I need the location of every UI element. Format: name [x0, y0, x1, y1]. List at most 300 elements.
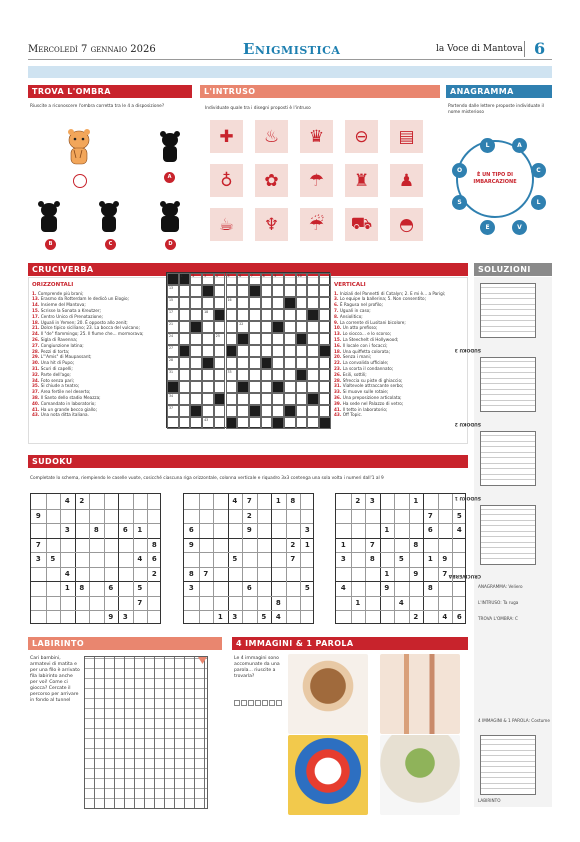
sudoku-empty-cell[interactable]: [438, 523, 453, 538]
crossword-cell[interactable]: [226, 297, 238, 309]
sudoku-grid-3[interactable]: [335, 493, 466, 624]
sudoku-empty-cell[interactable]: [46, 494, 61, 509]
sudoku-empty-cell[interactable]: [89, 552, 104, 567]
sudoku-empty-cell[interactable]: [242, 538, 257, 553]
sudoku-empty-cell[interactable]: [184, 596, 199, 611]
crossword-cell[interactable]: [249, 333, 261, 345]
sudoku-empty-cell[interactable]: [228, 567, 243, 582]
crossword-cell[interactable]: [226, 357, 238, 369]
sudoku-empty-cell[interactable]: [60, 552, 75, 567]
crossword-cell[interactable]: [249, 393, 261, 405]
crossword-cell[interactable]: [202, 273, 214, 285]
crossword-cell[interactable]: [214, 381, 226, 393]
sudoku-empty-cell[interactable]: [133, 509, 148, 524]
crossword-cell[interactable]: [237, 285, 249, 297]
option-d-badge[interactable]: D: [165, 239, 176, 250]
sudoku-empty-cell[interactable]: [351, 581, 366, 596]
sudoku-empty-cell[interactable]: [104, 552, 119, 567]
crossword-cell[interactable]: [202, 393, 214, 405]
sudoku-empty-cell[interactable]: [336, 494, 351, 509]
crossword-cell[interactable]: [307, 285, 319, 297]
sudoku-empty-cell[interactable]: [118, 552, 133, 567]
crossword-cell[interactable]: [272, 369, 284, 381]
crossword-cell[interactable]: [202, 309, 214, 321]
crossword-cell[interactable]: [296, 357, 308, 369]
crossword-cell[interactable]: [261, 393, 273, 405]
sudoku-empty-cell[interactable]: [257, 509, 272, 524]
sudoku-empty-cell[interactable]: [351, 552, 366, 567]
sudoku-empty-cell[interactable]: [394, 581, 409, 596]
sudoku-empty-cell[interactable]: [199, 610, 214, 625]
crossword-cell[interactable]: [284, 321, 296, 333]
sudoku-empty-cell[interactable]: [147, 596, 162, 611]
sudoku-empty-cell[interactable]: [394, 494, 409, 509]
sudoku-empty-cell[interactable]: [104, 567, 119, 582]
sudoku-empty-cell[interactable]: [257, 523, 272, 538]
crossword-cell[interactable]: [319, 393, 331, 405]
sudoku-empty-cell[interactable]: [104, 509, 119, 524]
answer-letter-box[interactable]: [262, 700, 268, 706]
sudoku-empty-cell[interactable]: [89, 494, 104, 509]
crossword-cell[interactable]: [167, 345, 179, 357]
sudoku-empty-cell[interactable]: [365, 509, 380, 524]
sudoku-empty-cell[interactable]: [423, 494, 438, 509]
crossword-cell[interactable]: [167, 285, 179, 297]
crossword-cell[interactable]: [272, 357, 284, 369]
answer-letter-box[interactable]: [248, 700, 254, 706]
pie-icon[interactable]: ◓: [390, 208, 423, 241]
sudoku-empty-cell[interactable]: [286, 509, 301, 524]
sudoku-empty-cell[interactable]: [257, 538, 272, 553]
crossword-cell[interactable]: [226, 309, 238, 321]
sudoku-empty-cell[interactable]: [286, 610, 301, 625]
sudoku-empty-cell[interactable]: [351, 523, 366, 538]
crossword-cell[interactable]: [249, 345, 261, 357]
crossword-cell[interactable]: [179, 357, 191, 369]
sudoku-empty-cell[interactable]: [409, 552, 424, 567]
sudoku-empty-cell[interactable]: [213, 567, 228, 582]
crossword-cell[interactable]: [296, 273, 308, 285]
sudoku-empty-cell[interactable]: [133, 538, 148, 553]
sudoku-empty-cell[interactable]: [423, 567, 438, 582]
sudoku-empty-cell[interactable]: [89, 596, 104, 611]
crossword-cell[interactable]: [190, 285, 202, 297]
sudoku-empty-cell[interactable]: [394, 567, 409, 582]
sudoku-empty-cell[interactable]: [147, 610, 162, 625]
crossword-cell[interactable]: [214, 369, 226, 381]
crossword-cell[interactable]: [249, 273, 261, 285]
crossword-cell[interactable]: [284, 393, 296, 405]
sudoku-empty-cell[interactable]: [228, 509, 243, 524]
crossword-cell[interactable]: [249, 417, 261, 429]
sudoku-empty-cell[interactable]: [199, 509, 214, 524]
labyrinth[interactable]: [84, 656, 208, 809]
crossword-cell[interactable]: [202, 333, 214, 345]
sudoku-empty-cell[interactable]: [133, 567, 148, 582]
underground-sign-icon[interactable]: ⊖: [345, 120, 378, 153]
crossword-cell[interactable]: [307, 405, 319, 417]
crossword-cell[interactable]: [272, 333, 284, 345]
crossword-cell[interactable]: [272, 393, 284, 405]
crossword-cell[interactable]: [307, 273, 319, 285]
royal-guard-icon[interactable]: ♟: [390, 164, 423, 197]
sudoku-empty-cell[interactable]: [75, 596, 90, 611]
crossword-cell[interactable]: [272, 405, 284, 417]
crossword-cell[interactable]: [261, 405, 273, 417]
crossword-cell[interactable]: [202, 369, 214, 381]
crossword-cell[interactable]: [237, 297, 249, 309]
crossword-cell[interactable]: [261, 309, 273, 321]
crossword-cell[interactable]: [272, 285, 284, 297]
crossword-cell[interactable]: [261, 333, 273, 345]
sudoku-empty-cell[interactable]: [104, 596, 119, 611]
sudoku-empty-cell[interactable]: [46, 509, 61, 524]
sudoku-empty-cell[interactable]: [213, 581, 228, 596]
tower-icon[interactable]: ♜: [345, 164, 378, 197]
crossword-cell[interactable]: [284, 369, 296, 381]
sudoku-empty-cell[interactable]: [199, 552, 214, 567]
crossword-cell[interactable]: [214, 273, 226, 285]
sudoku-empty-cell[interactable]: [438, 581, 453, 596]
crossword-cell[interactable]: [202, 345, 214, 357]
crossword-cell[interactable]: [214, 345, 226, 357]
sudoku-empty-cell[interactable]: [336, 567, 351, 582]
sudoku-empty-cell[interactable]: [351, 567, 366, 582]
sudoku-empty-cell[interactable]: [336, 523, 351, 538]
crossword-cell[interactable]: [319, 297, 331, 309]
sudoku-empty-cell[interactable]: [438, 509, 453, 524]
sudoku-empty-cell[interactable]: [46, 581, 61, 596]
crossword-cell[interactable]: [214, 405, 226, 417]
crossword-cell[interactable]: [296, 309, 308, 321]
crossword-cell[interactable]: [307, 381, 319, 393]
sudoku-empty-cell[interactable]: [271, 509, 286, 524]
crossword-cell[interactable]: [202, 321, 214, 333]
sudoku-empty-cell[interactable]: [228, 596, 243, 611]
crossword-cell[interactable]: [226, 333, 238, 345]
sudoku-empty-cell[interactable]: [104, 538, 119, 553]
crossword-cell[interactable]: [261, 285, 273, 297]
crossword-cell[interactable]: [179, 393, 191, 405]
sudoku-empty-cell[interactable]: [380, 494, 395, 509]
sudoku-empty-cell[interactable]: [271, 581, 286, 596]
sudoku-empty-cell[interactable]: [452, 538, 467, 553]
umbrella-icon[interactable]: ☔: [300, 208, 333, 241]
sudoku-empty-cell[interactable]: [184, 494, 199, 509]
sudoku-empty-cell[interactable]: [199, 538, 214, 553]
union-jack-icon[interactable]: ✚: [210, 120, 243, 153]
sudoku-empty-cell[interactable]: [89, 509, 104, 524]
sudoku-empty-cell[interactable]: [213, 552, 228, 567]
sudoku-empty-cell[interactable]: [257, 596, 272, 611]
crossword-cell[interactable]: [296, 381, 308, 393]
sudoku-empty-cell[interactable]: [380, 509, 395, 524]
crossword-cell[interactable]: [261, 417, 273, 429]
crossword-cell[interactable]: [237, 309, 249, 321]
crossword-cell[interactable]: [296, 405, 308, 417]
sudoku-empty-cell[interactable]: [452, 581, 467, 596]
sudoku-empty-cell[interactable]: [31, 523, 46, 538]
crossword-cell[interactable]: [202, 405, 214, 417]
sudoku-empty-cell[interactable]: [118, 567, 133, 582]
sudoku-empty-cell[interactable]: [228, 581, 243, 596]
crossword-cell[interactable]: [319, 357, 331, 369]
crossword-cell[interactable]: [272, 273, 284, 285]
sudoku-empty-cell[interactable]: [380, 538, 395, 553]
sudoku-empty-cell[interactable]: [365, 596, 380, 611]
crossword-cell[interactable]: [167, 333, 179, 345]
sudoku-empty-cell[interactable]: [89, 567, 104, 582]
crossword-cell[interactable]: [237, 345, 249, 357]
crossword-cell[interactable]: [284, 285, 296, 297]
sudoku-empty-cell[interactable]: [31, 596, 46, 611]
sudoku-empty-cell[interactable]: [380, 596, 395, 611]
crossword-cell[interactable]: [179, 369, 191, 381]
crossword-cell[interactable]: [226, 393, 238, 405]
sudoku-empty-cell[interactable]: [199, 596, 214, 611]
sudoku-empty-cell[interactable]: [351, 538, 366, 553]
option-b-badge[interactable]: B: [45, 239, 56, 250]
crossword-cell[interactable]: [319, 333, 331, 345]
double-decker-bus-icon[interactable]: ▤: [390, 120, 423, 153]
sudoku-empty-cell[interactable]: [271, 567, 286, 582]
street-lamp-icon[interactable]: ♆: [255, 208, 288, 241]
crossword-cell[interactable]: [296, 285, 308, 297]
crossword-cell[interactable]: [261, 297, 273, 309]
sudoku-empty-cell[interactable]: [452, 494, 467, 509]
crossword-cell[interactable]: [296, 345, 308, 357]
crossword-cell[interactable]: [214, 417, 226, 429]
sudoku-empty-cell[interactable]: [438, 538, 453, 553]
sudoku-empty-cell[interactable]: [213, 596, 228, 611]
crossword-cell[interactable]: [307, 369, 319, 381]
crossword-cell[interactable]: [226, 381, 238, 393]
crossword-cell[interactable]: [179, 309, 191, 321]
crossword-cell[interactable]: [190, 297, 202, 309]
option-c-badge[interactable]: C: [105, 239, 116, 250]
sudoku-empty-cell[interactable]: [365, 567, 380, 582]
sudoku-empty-cell[interactable]: [60, 538, 75, 553]
crossword-cell[interactable]: [167, 321, 179, 333]
crossword-cell[interactable]: [237, 417, 249, 429]
crossword-cell[interactable]: [167, 357, 179, 369]
crossword-cell[interactable]: [179, 333, 191, 345]
teapot-icon[interactable]: ♨: [255, 120, 288, 153]
sudoku-empty-cell[interactable]: [409, 581, 424, 596]
crossword-cell[interactable]: [190, 417, 202, 429]
sudoku-empty-cell[interactable]: [133, 610, 148, 625]
sudoku-empty-cell[interactable]: [213, 523, 228, 538]
sudoku-empty-cell[interactable]: [147, 581, 162, 596]
flower-icon[interactable]: ✿: [255, 164, 288, 197]
sudoku-empty-cell[interactable]: [336, 596, 351, 611]
sudoku-empty-cell[interactable]: [75, 523, 90, 538]
sudoku-empty-cell[interactable]: [380, 610, 395, 625]
crossword-cell[interactable]: [190, 369, 202, 381]
crossword-cell[interactable]: [167, 309, 179, 321]
crossword-cell[interactable]: [190, 333, 202, 345]
sudoku-empty-cell[interactable]: [60, 596, 75, 611]
crossword-cell[interactable]: [237, 273, 249, 285]
answer-letter-box[interactable]: [234, 700, 240, 706]
sudoku-empty-cell[interactable]: [438, 494, 453, 509]
sudoku-empty-cell[interactable]: [184, 509, 199, 524]
crossword-cell[interactable]: [167, 297, 179, 309]
sudoku-empty-cell[interactable]: [286, 523, 301, 538]
sudoku-empty-cell[interactable]: [104, 523, 119, 538]
sudoku-empty-cell[interactable]: [213, 494, 228, 509]
sudoku-empty-cell[interactable]: [286, 596, 301, 611]
sudoku-empty-cell[interactable]: [199, 523, 214, 538]
sudoku-empty-cell[interactable]: [452, 567, 467, 582]
sudoku-empty-cell[interactable]: [242, 610, 257, 625]
sudoku-empty-cell[interactable]: [60, 610, 75, 625]
sudoku-empty-cell[interactable]: [147, 509, 162, 524]
crossword-cell[interactable]: [261, 381, 273, 393]
sudoku-empty-cell[interactable]: [242, 596, 257, 611]
sudoku-empty-cell[interactable]: [147, 494, 162, 509]
crossword-cell[interactable]: [190, 381, 202, 393]
tea-cup-icon[interactable]: ☕: [210, 208, 243, 241]
sudoku-empty-cell[interactable]: [365, 610, 380, 625]
crossword-cell[interactable]: [307, 333, 319, 345]
sudoku-empty-cell[interactable]: [31, 581, 46, 596]
crossword-cell[interactable]: [249, 297, 261, 309]
sudoku-empty-cell[interactable]: [409, 509, 424, 524]
sudoku-empty-cell[interactable]: [46, 523, 61, 538]
crossword-cell[interactable]: [167, 369, 179, 381]
crossword-cell[interactable]: [237, 321, 249, 333]
crossword-cell[interactable]: [202, 297, 214, 309]
sudoku-empty-cell[interactable]: [423, 596, 438, 611]
sudoku-empty-cell[interactable]: [118, 538, 133, 553]
sudoku-empty-cell[interactable]: [75, 509, 90, 524]
sudoku-empty-cell[interactable]: [300, 610, 315, 625]
crossword-cell[interactable]: [261, 369, 273, 381]
crossword-cell[interactable]: [179, 381, 191, 393]
sudoku-empty-cell[interactable]: [351, 509, 366, 524]
crossword-cell[interactable]: [284, 345, 296, 357]
crossword-cell[interactable]: [272, 345, 284, 357]
sudoku-empty-cell[interactable]: [46, 596, 61, 611]
crossword-cell[interactable]: [190, 309, 202, 321]
sudoku-empty-cell[interactable]: [394, 523, 409, 538]
sudoku-empty-cell[interactable]: [351, 610, 366, 625]
crossword-cell[interactable]: [214, 285, 226, 297]
answer-letter-box[interactable]: [276, 700, 282, 706]
sudoku-empty-cell[interactable]: [242, 552, 257, 567]
sudoku-empty-cell[interactable]: [213, 538, 228, 553]
sudoku-empty-cell[interactable]: [147, 523, 162, 538]
crossword-cell[interactable]: [179, 285, 191, 297]
crossword-cell[interactable]: [284, 357, 296, 369]
sudoku-empty-cell[interactable]: [409, 596, 424, 611]
sudoku-empty-cell[interactable]: [336, 509, 351, 524]
sudoku-empty-cell[interactable]: [184, 552, 199, 567]
crossword-cell[interactable]: [237, 369, 249, 381]
crossword-cell[interactable]: [319, 309, 331, 321]
crossword-cell[interactable]: [249, 369, 261, 381]
crossword-cell[interactable]: [179, 417, 191, 429]
crossword-cell[interactable]: [249, 321, 261, 333]
option-a-badge[interactable]: A: [164, 172, 175, 183]
sudoku-empty-cell[interactable]: [228, 523, 243, 538]
sudoku-empty-cell[interactable]: [118, 509, 133, 524]
crossword-cell[interactable]: [237, 357, 249, 369]
sudoku-empty-cell[interactable]: [300, 596, 315, 611]
crossword-cell[interactable]: [261, 273, 273, 285]
jug-icon[interactable]: ♁: [210, 164, 243, 197]
sudoku-empty-cell[interactable]: [242, 567, 257, 582]
crossword-cell[interactable]: [319, 405, 331, 417]
crossword-cell[interactable]: [202, 381, 214, 393]
crossword-cell[interactable]: [214, 357, 226, 369]
crossword-cell[interactable]: [319, 285, 331, 297]
sudoku-empty-cell[interactable]: [118, 596, 133, 611]
sudoku-empty-cell[interactable]: [75, 552, 90, 567]
sudoku-empty-cell[interactable]: [257, 567, 272, 582]
sudoku-empty-cell[interactable]: [75, 610, 90, 625]
sudoku-grid-1[interactable]: [30, 493, 161, 624]
crossword-cell[interactable]: [307, 345, 319, 357]
crossword-cell[interactable]: [226, 321, 238, 333]
sudoku-empty-cell[interactable]: [300, 509, 315, 524]
crossword-cell[interactable]: [190, 345, 202, 357]
sudoku-empty-cell[interactable]: [452, 552, 467, 567]
sudoku-empty-cell[interactable]: [118, 494, 133, 509]
crossword-cell[interactable]: [284, 333, 296, 345]
taxi-icon[interactable]: ⛟: [345, 208, 378, 241]
sudoku-empty-cell[interactable]: [257, 494, 272, 509]
sudoku-empty-cell[interactable]: [31, 610, 46, 625]
crown-icon[interactable]: ♛: [300, 120, 333, 153]
crossword-cell[interactable]: [284, 417, 296, 429]
crossword-cell[interactable]: [226, 405, 238, 417]
crossword-cell[interactable]: [226, 369, 238, 381]
sudoku-empty-cell[interactable]: [300, 552, 315, 567]
sudoku-empty-cell[interactable]: [199, 494, 214, 509]
crossword-cell[interactable]: [179, 405, 191, 417]
sudoku-empty-cell[interactable]: [75, 567, 90, 582]
sudoku-empty-cell[interactable]: [271, 552, 286, 567]
crossword-cell[interactable]: [249, 381, 261, 393]
sudoku-empty-cell[interactable]: [133, 494, 148, 509]
sudoku-empty-cell[interactable]: [89, 610, 104, 625]
sudoku-empty-cell[interactable]: [336, 610, 351, 625]
sudoku-empty-cell[interactable]: [257, 552, 272, 567]
crossword-cell[interactable]: [167, 405, 179, 417]
crossword-cell[interactable]: [319, 369, 331, 381]
sudoku-empty-cell[interactable]: [213, 509, 228, 524]
crossword-cell[interactable]: [214, 321, 226, 333]
sudoku-empty-cell[interactable]: [89, 581, 104, 596]
crossword-cell[interactable]: [237, 393, 249, 405]
crossword-cell[interactable]: [249, 309, 261, 321]
crossword-cell[interactable]: [307, 321, 319, 333]
sudoku-empty-cell[interactable]: [394, 538, 409, 553]
sudoku-empty-cell[interactable]: [184, 610, 199, 625]
sudoku-empty-cell[interactable]: [394, 610, 409, 625]
sudoku-empty-cell[interactable]: [46, 567, 61, 582]
sudoku-empty-cell[interactable]: [286, 581, 301, 596]
sudoku-empty-cell[interactable]: [300, 494, 315, 509]
crossword-cell[interactable]: [284, 273, 296, 285]
answer-circle[interactable]: [73, 174, 87, 188]
crossword-cell[interactable]: [272, 309, 284, 321]
sudoku-empty-cell[interactable]: [46, 538, 61, 553]
crossword-cell[interactable]: [296, 393, 308, 405]
crossword-cell[interactable]: [284, 309, 296, 321]
